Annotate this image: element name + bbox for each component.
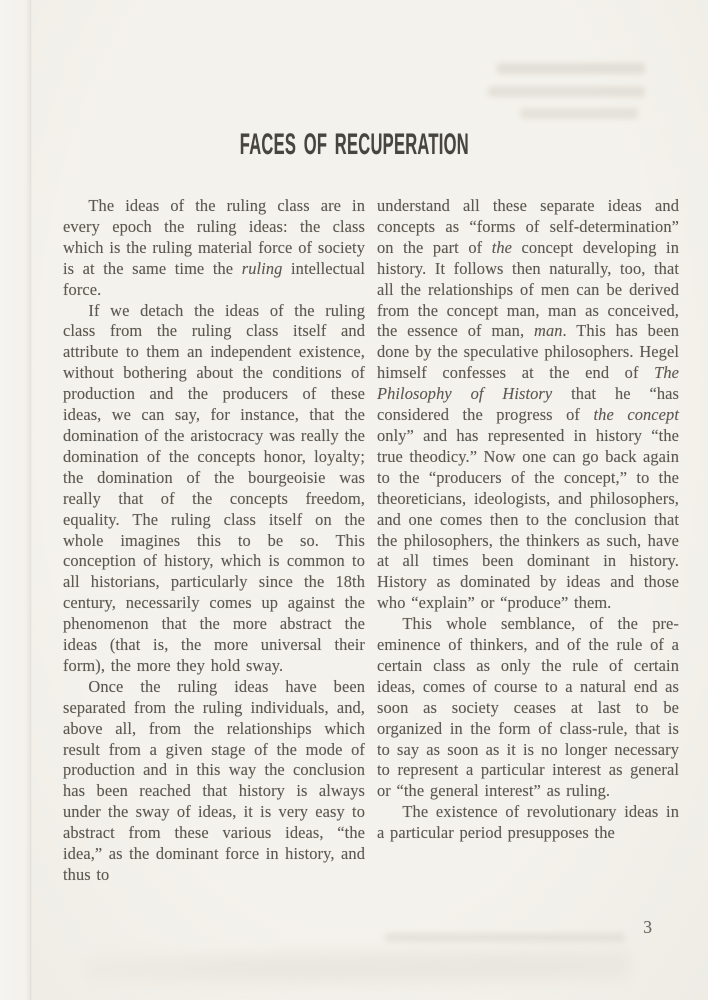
paragraph: understand all these separate ideas and concepts as “forms of self-determination” on the part of the concept developing in history. It follows then naturally, too, that all the relationships of men can be derived from the concept man, man as conceived, the essence of man, man. This has been done by the speculative philosophers. Hegel himself confesses at the end of The Philosophy of History that he “has considered the progress of the concept only” and has represented in history “the true theodicy.” Now one can go back again to the “producers of the concept,” to the theoreticians, ideologists, and philosophers, and one comes then to the conclusion that the philosophers, the thinkers as such, have at all times been dominant in history. History as dominated by ideas and those who “explain” or “produce” them. bbox=[377, 196, 680, 613]
chapter-title-wrap bbox=[0, 128, 708, 162]
paragraph: The existence of revolutionary ideas in a particular period presupposes the bbox=[377, 802, 679, 843]
show-through-smudge bbox=[85, 948, 630, 990]
paragraph: This whole semblance, of the pre-eminence of thinkers, and of the rule of a certain class as only the rule of certain ideas, comes of course to a natural end as soon as society ceases at last to be organized in the form of class-rule, that is to say as soon as it is no longer necessary to represent a particular interest as general or “the general interest” as ruling. bbox=[377, 614, 679, 801]
left-column bbox=[63, 196, 365, 886]
show-through-ghost bbox=[520, 108, 638, 119]
right-column bbox=[377, 196, 679, 886]
page-number: 3 bbox=[643, 917, 652, 937]
chapter-title: FACES OF RECUPERATION bbox=[239, 128, 469, 161]
show-through-ghost bbox=[497, 63, 645, 74]
show-through-ghost bbox=[385, 933, 625, 942]
paragraph: If we detach the ideas of the ruling class from the ruling class itself and attribute to them an independent existence, without bothering about the conditions of production and the producers of these ideas, we can say, for instance, that the domination of the aristocracy was really the domination of the concepts honor, loyalty; the domination of the bourgeoisie was really that of the concepts freedom, equality. The ruling class itself on the whole imagines this to be so. This conception of history, which is common to all historians, particularly since the 18th century, necessarily comes up against the phenomenon that the more abstract the ideas (that is, the more universal their form), the more they hold sway. bbox=[63, 300, 365, 675]
show-through-ghost bbox=[488, 86, 645, 97]
paragraph: The ideas of the ruling class are in every epoch the ruling ideas: the class which is the ruling material force of society is at the same time the ruling intellectual force. bbox=[63, 196, 366, 299]
paragraph: Once the ruling ideas have been separated from the ruling individuals, and, above all, from the relationships which result from a given stage of the mode of production and in this way the conclusion has been reached that history is always under the sway of ideas, it is very easy to abstract from these various ideas, “the idea,” as the dominant force in history, and thus to bbox=[63, 676, 365, 884]
text-columns bbox=[63, 196, 680, 886]
